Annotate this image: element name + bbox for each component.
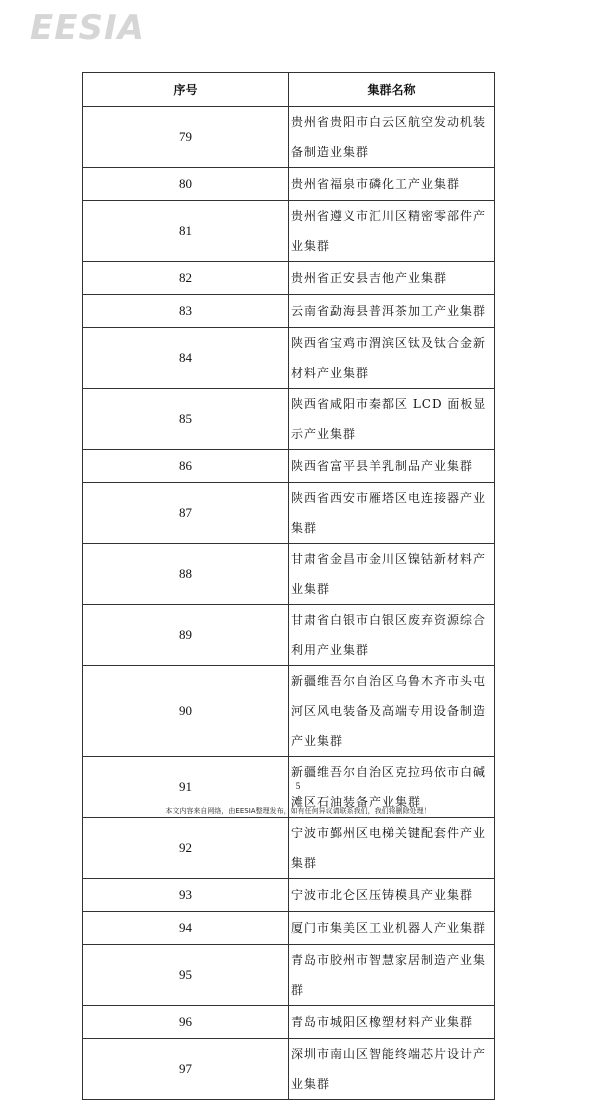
table-row xyxy=(83,1006,495,1039)
row-index: 83 xyxy=(83,295,289,328)
eesia-logo: EESIA xyxy=(30,8,145,48)
row-cluster-name: 陕西省咸阳市秦都区 LCD 面板显示产业集群 xyxy=(289,389,495,450)
table-row xyxy=(83,201,495,262)
table-row xyxy=(83,107,495,168)
row-cluster-name: 云南省勐海县普洱茶加工产业集群 xyxy=(289,295,495,328)
row-index: 96 xyxy=(83,1006,289,1039)
row-index: 88 xyxy=(83,544,289,605)
table-header-row xyxy=(83,73,495,107)
row-cluster-name: 陕西省富平县羊乳制品产业集群 xyxy=(289,450,495,483)
row-cluster-name: 甘肃省金昌市金川区镍钴新材料产业集群 xyxy=(289,544,495,605)
table-row xyxy=(83,879,495,912)
table-row xyxy=(83,912,495,945)
row-cluster-name: 新疆维吾尔自治区克拉玛依市白碱滩区石油装备产业集群 xyxy=(289,757,495,818)
table-row xyxy=(83,328,495,389)
table-row xyxy=(83,818,495,879)
footer-disclaimer: 本文内容来自网络，由EESIA整理发布，如有任何异议请联系我们，我们将删除处理！ xyxy=(165,807,431,815)
row-index: 93 xyxy=(83,879,289,912)
row-cluster-name: 陕西省西安市雁塔区电连接器产业集群 xyxy=(289,483,495,544)
row-index: 95 xyxy=(83,945,289,1006)
table-body xyxy=(83,107,495,1100)
row-index: 92 xyxy=(83,818,289,879)
row-index: 91 xyxy=(83,757,289,818)
row-cluster-name: 厦门市集美区工业机器人产业集群 xyxy=(289,912,495,945)
table-row xyxy=(83,483,495,544)
header-index: 序号 xyxy=(83,73,289,107)
table-row xyxy=(83,945,495,1006)
row-index: 80 xyxy=(83,168,289,201)
row-cluster-name: 新疆维吾尔自治区乌鲁木齐市头屯河区风电装备及高端专用设备制造产业集群 xyxy=(289,666,495,757)
row-cluster-name: 青岛市城阳区橡塑材料产业集群 xyxy=(289,1006,495,1039)
row-cluster-name: 陕西省宝鸡市渭滨区钛及钛合金新材料产业集群 xyxy=(289,328,495,389)
row-index: 89 xyxy=(83,605,289,666)
row-index: 90 xyxy=(83,666,289,757)
header-cluster-name: 集群名称 xyxy=(289,73,495,107)
row-cluster-name: 贵州省福泉市磷化工产业集群 xyxy=(289,168,495,201)
row-index: 97 xyxy=(83,1039,289,1100)
table-row xyxy=(83,389,495,450)
row-index: 86 xyxy=(83,450,289,483)
row-index: 94 xyxy=(83,912,289,945)
row-cluster-name: 青岛市胶州市智慧家居制造产业集群 xyxy=(289,945,495,1006)
row-cluster-name: 贵州省贵阳市白云区航空发动机装备制造业集群 xyxy=(289,107,495,168)
row-cluster-name: 宁波市鄞州区电梯关键配套件产业集群 xyxy=(289,818,495,879)
table-row xyxy=(83,168,495,201)
row-index: 84 xyxy=(83,328,289,389)
table-row xyxy=(83,544,495,605)
cluster-table xyxy=(82,72,495,1100)
table-row xyxy=(83,450,495,483)
row-index: 81 xyxy=(83,201,289,262)
table-row xyxy=(83,605,495,666)
row-index: 85 xyxy=(83,389,289,450)
row-cluster-name: 宁波市北仑区压铸模具产业集群 xyxy=(289,879,495,912)
row-index: 79 xyxy=(83,107,289,168)
table-row xyxy=(83,1039,495,1100)
row-cluster-name: 甘肃省白银市白银区废弃资源综合利用产业集群 xyxy=(289,605,495,666)
row-cluster-name: 贵州省正安县吉他产业集群 xyxy=(289,262,495,295)
row-index: 82 xyxy=(83,262,289,295)
row-cluster-name: 深圳市南山区智能终端芯片设计产业集群 xyxy=(289,1039,495,1100)
table-row xyxy=(83,666,495,757)
row-index: 87 xyxy=(83,483,289,544)
table-row xyxy=(83,295,495,328)
table-row xyxy=(83,262,495,295)
page-number: 5 xyxy=(295,781,301,791)
row-cluster-name: 贵州省遵义市汇川区精密零部件产业集群 xyxy=(289,201,495,262)
